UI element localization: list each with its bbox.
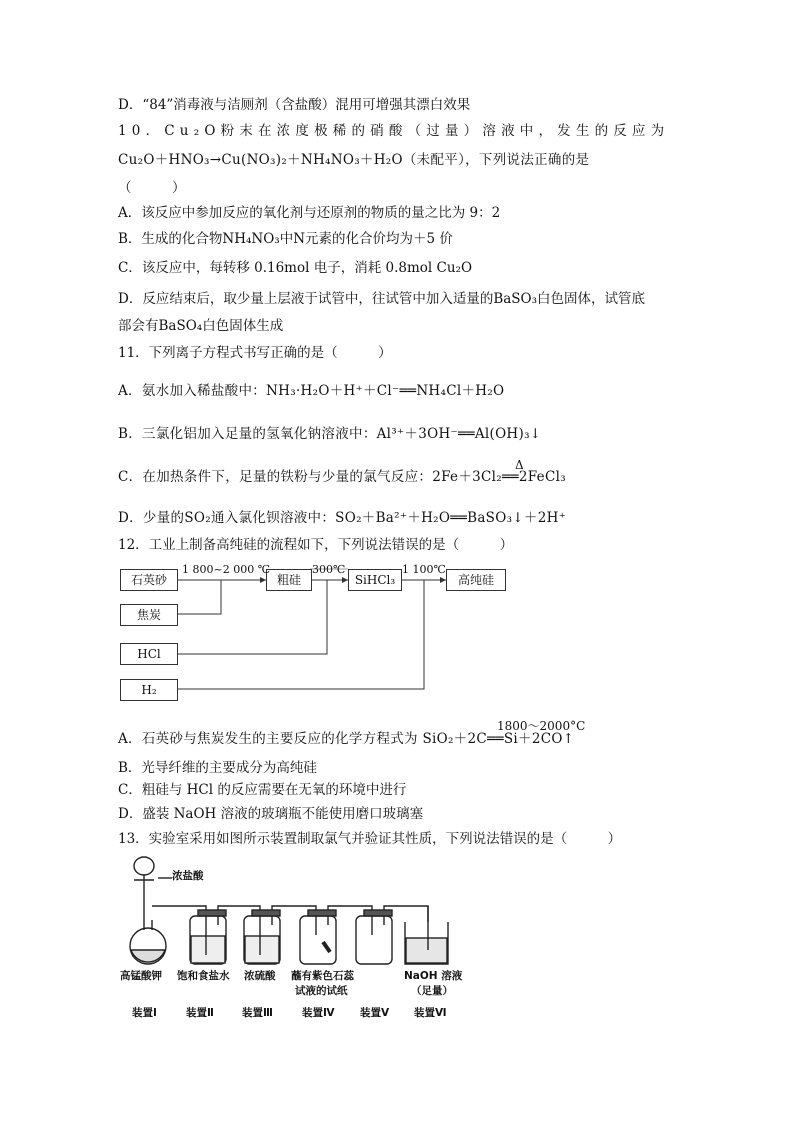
reagent-label-1: 高锰酸钾 — [120, 970, 162, 982]
q10-stem: 10．Cu₂O粉末在浓度极稀的硝酸（过量）溶液中，发生的反应为 — [118, 123, 670, 139]
reagent-label-4: 蘸有紫色石蕊 — [291, 970, 354, 982]
device-label-2: 装置Ⅱ — [186, 1007, 214, 1019]
reagent-sub-6: （足量） — [411, 985, 453, 997]
q10-option-a: A．该反应中参加反应的氧化剂与还原剂的物质的量之比为 9：2 — [118, 205, 501, 221]
reagent-sub-4: 试液的试纸 — [295, 985, 348, 997]
device-label-4: 装置Ⅳ — [302, 1007, 335, 1019]
flow-box-crude-si: 粗硅 — [266, 569, 312, 591]
q11-option-a: A．氨水加入稀盐酸中：NH₃·H₂O＋H⁺＋Cl⁻══NH₄Cl＋H₂O — [118, 383, 505, 399]
q11-stem: 11．下列离子方程式书写正确的是（ ） — [118, 345, 392, 361]
flow-box-hcl: HCl — [120, 643, 178, 665]
q12-stem: 12．工业上制备高纯硅的流程如下，下列说法错误的是（ ） — [118, 537, 514, 553]
device-label-6: 装置Ⅵ — [414, 1007, 447, 1019]
q10-option-d-line2: 部会有BaSO₄白色固体生成 — [118, 318, 284, 334]
q10-option-d-line1: D．反应结束后，取少量上层液于试管中，往试管中加入适量的BaSO₃白色固体，试管底 — [118, 291, 646, 307]
q9-option-d: D．“84”消毒液与洁厕剂（含盐酸）混用可增强其漂白效果 — [118, 97, 471, 113]
q11-option-d: D．少量的SO₂通入氯化钡溶液中：SO₂＋Ba²⁺＋H₂O══BaSO₃↓＋2H⁺ — [118, 510, 567, 526]
q13-stem: 13．实验室采用如图所示装置制取氯气并验证其性质，下列说法错误的是（ ） — [118, 831, 622, 847]
q11-c-condition: Δ — [515, 458, 524, 472]
q12-option-d: D．盛装 NaOH 溶液的玻璃瓶不能使用磨口玻璃塞 — [118, 806, 424, 822]
flow-temp-3: 1 100℃ — [402, 563, 446, 576]
reagent-label-3: 浓硫酸 — [244, 970, 276, 982]
device-label-5: 装置Ⅴ — [360, 1007, 390, 1019]
flow-temp-2: 300℃ — [312, 563, 346, 576]
q12-option-a: A．石英砂与焦炭发生的主要反应的化学方程式为 SiO₂＋2C══Si＋2CO↑ — [118, 731, 575, 747]
q12-a-condition: 1800～2000°C — [497, 719, 586, 733]
q10-equation: Cu₂O＋HNO₃→Cu(NO₃)₂＋NH₄NO₃＋H₂O（未配平），下列说法正确的是 — [118, 152, 590, 168]
flow-temp-1: 1 800~2 000 ℃ — [182, 563, 270, 576]
flow-box-h2: H₂ — [120, 679, 178, 701]
device-label-1: 装置Ⅰ — [132, 1007, 157, 1019]
reagent-label-6: NaOH 溶液 — [404, 970, 463, 982]
q12-option-c: C．粗硅与 HCl 的反应需要在无氧的环境中进行 — [118, 782, 407, 798]
device-label-3: 装置Ⅲ — [242, 1007, 273, 1019]
q11-option-c: C．在加热条件下，足量的铁粉与少量的氯气反应：2Fe＋3Cl₂══2FeCl₃ — [118, 469, 566, 485]
q11-option-b: B．三氯化铝加入足量的氢氧化钠溶液中：Al³⁺＋3OH⁻══Al(OH)₃↓ — [118, 426, 542, 442]
reagent-label-2: 饱和食盐水 — [177, 970, 230, 982]
q10-option-c: C．该反应中，每转移 0.16mol 电子，消耗 0.8mol Cu₂O — [118, 260, 473, 276]
flow-box-coke: 焦炭 — [120, 604, 178, 626]
q10-answer-paren: （ ） — [118, 180, 186, 196]
flow-box-quartz: 石英砂 — [120, 569, 178, 591]
q12-option-b: B．光导纤维的主要成分为高纯硅 — [118, 760, 317, 776]
label-conc-hcl: 浓盐酸 — [172, 870, 204, 882]
flow-box-pure-si: 高纯硅 — [446, 569, 506, 591]
q10-option-b: B．生成的化合物NH₄NO₃中N元素的化合价均为＋5 价 — [118, 231, 453, 247]
flow-box-sihcl3: SiHCl₃ — [348, 569, 402, 591]
